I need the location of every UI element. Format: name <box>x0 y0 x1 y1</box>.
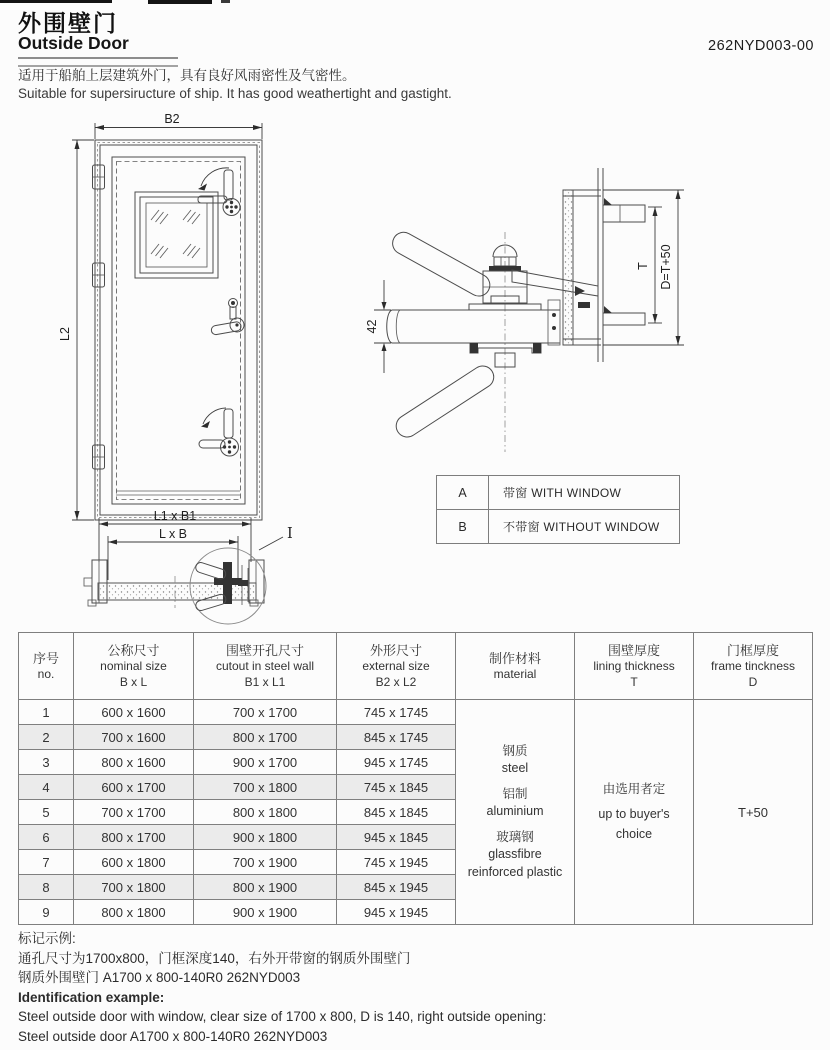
door-section-view <box>365 168 684 452</box>
dimension-label-42: 42 <box>365 319 379 334</box>
cell-cutout: 800 x 1800 <box>194 800 337 825</box>
dog-arm <box>512 270 598 296</box>
cell-nominal: 800 x 1700 <box>74 825 194 850</box>
cell-nominal: 600 x 1800 <box>74 850 194 875</box>
variant-code: A <box>437 476 489 509</box>
door-window <box>135 192 218 278</box>
dimension-l2 <box>58 140 94 520</box>
middle-lever-handle <box>211 299 244 336</box>
cell-nominal: 600 x 1700 <box>74 775 194 800</box>
cell-cutout: 800 x 1700 <box>194 725 337 750</box>
cell-cutout: 900 x 1900 <box>194 900 337 925</box>
spec-table <box>18 632 813 925</box>
cell-no: 5 <box>19 800 74 825</box>
cell-no: 4 <box>19 775 74 800</box>
footer-line: 钢质外围壁门 A1700 x 800-140R0 262NYD003 <box>18 970 301 985</box>
cell-external: 745 x 1745 <box>337 700 456 725</box>
dimension-b2 <box>95 112 262 139</box>
footer-line: 标记示例: <box>18 931 76 946</box>
footer-line: Steel outside door with window, clear size of 1700 x 800, D is 140, right outside opening: <box>18 1009 547 1024</box>
cell-frame-thickness: T+50 <box>694 700 813 925</box>
description-zh: 适用于船舶上层建筑外门，具有良好风雨密性及气密性。 <box>18 68 356 83</box>
spec-header-row <box>19 633 813 700</box>
cell-no: 6 <box>19 825 74 850</box>
frame-section <box>563 190 601 345</box>
dimension-lxb <box>108 527 238 580</box>
footer-line: 通孔尺寸为1700x800，门框深度140，右外开带窗的钢质外围壁门 <box>18 950 411 966</box>
variant-label: 带窗 WITH WINDOW <box>503 486 622 500</box>
cell-external: 945 x 1845 <box>337 825 456 850</box>
glass-hatch <box>151 210 200 258</box>
technical-drawing <box>0 110 830 632</box>
variant-label: 不带窗 WITHOUT WINDOW <box>503 520 660 534</box>
detail-label-I: I <box>287 526 293 542</box>
cell-lining-thickness: 由选用者定 up to buyer's choice <box>575 700 694 925</box>
cell-external: 845 x 1845 <box>337 800 456 825</box>
dimension-label-lxb: L x B <box>158 527 188 541</box>
scan-artifact <box>0 0 112 3</box>
dimension-label-d: D=T+50 <box>659 244 673 290</box>
bottom-dog-handle <box>199 408 239 456</box>
cell-external: 845 x 1745 <box>337 725 456 750</box>
cell-material: 钢质 steel 铝制 aluminium 玻璃钢 glassfibre reinforced plastic <box>456 700 575 925</box>
cell-external: 945 x 1745 <box>337 750 456 775</box>
dimension-label-l2: L2 <box>58 327 72 341</box>
cell-nominal: 700 x 1800 <box>74 875 194 900</box>
col-header-material: 制作材料 material <box>456 633 575 700</box>
footer-line: Steel outside door A1700 x 800-140R0 262NYD003 <box>18 1028 328 1044</box>
variant-code: B <box>437 510 489 543</box>
col-header-lining: 围壁厚度 lining thickness T <box>575 633 694 700</box>
dimension-label-b2: B2 <box>164 112 180 126</box>
cell-cutout: 900 x 1800 <box>194 825 337 850</box>
identification-example <box>18 929 546 1046</box>
description-en: Suitable for supersiructure of ship. It has good weathertight and gastight. <box>18 86 452 101</box>
scan-artifact <box>148 0 212 4</box>
dimension-label-t: T <box>636 262 650 270</box>
cell-external: 745 x 1845 <box>337 775 456 800</box>
cell-cutout: 800 x 1900 <box>194 875 337 900</box>
variant-table <box>436 475 680 544</box>
col-header-nominal: 公称尺寸 nominal size B x L <box>74 633 194 700</box>
cell-nominal: 700 x 1600 <box>74 725 194 750</box>
cell-cutout: 700 x 1700 <box>194 700 337 725</box>
cell-external: 845 x 1945 <box>337 875 456 900</box>
table-row <box>19 700 813 725</box>
cell-no: 8 <box>19 875 74 900</box>
door-edge-channel <box>548 300 560 345</box>
variant-row-b <box>437 509 679 543</box>
door-hinges <box>93 165 105 469</box>
scan-artifact <box>221 0 230 3</box>
col-header-no: 序号 no. <box>19 633 74 700</box>
cell-nominal: 800 x 1600 <box>74 750 194 775</box>
cell-no: 1 <box>19 700 74 725</box>
dimension-label-l1b1: L1 x B1 <box>153 509 197 523</box>
cell-cutout: 700 x 1900 <box>194 850 337 875</box>
footer-line: Identification example: <box>18 989 165 1005</box>
cell-no: 9 <box>19 900 74 925</box>
cell-nominal: 800 x 1800 <box>74 900 194 925</box>
lower-handle-assembly <box>392 343 541 441</box>
col-header-cutout: 围壁开孔尺寸 cutout in steel wall B1 x L1 <box>194 633 337 700</box>
cell-cutout: 900 x 1700 <box>194 750 337 775</box>
cell-no: 3 <box>19 750 74 775</box>
cell-nominal: 700 x 1700 <box>74 800 194 825</box>
door-plate-section <box>387 310 560 343</box>
cell-cutout: 700 x 1800 <box>194 775 337 800</box>
col-header-frame: 门框厚度 frame tinckness D <box>694 633 813 700</box>
door-front-view <box>58 112 262 520</box>
variant-row-a <box>437 476 679 509</box>
door-plan-view <box>84 509 293 624</box>
upper-handle <box>389 228 494 300</box>
col-header-external: 外形尺寸 external size B2 x L2 <box>337 633 456 700</box>
cell-no: 2 <box>19 725 74 750</box>
cell-external: 945 x 1945 <box>337 900 456 925</box>
page-title-zh: 外围壁门 <box>18 10 118 36</box>
cell-nominal: 600 x 1600 <box>74 700 194 725</box>
page-title-en: Outside Door <box>18 33 129 53</box>
cell-no: 7 <box>19 850 74 875</box>
cell-external: 745 x 1945 <box>337 850 456 875</box>
doc-number: 262NYD003-00 <box>708 38 814 54</box>
